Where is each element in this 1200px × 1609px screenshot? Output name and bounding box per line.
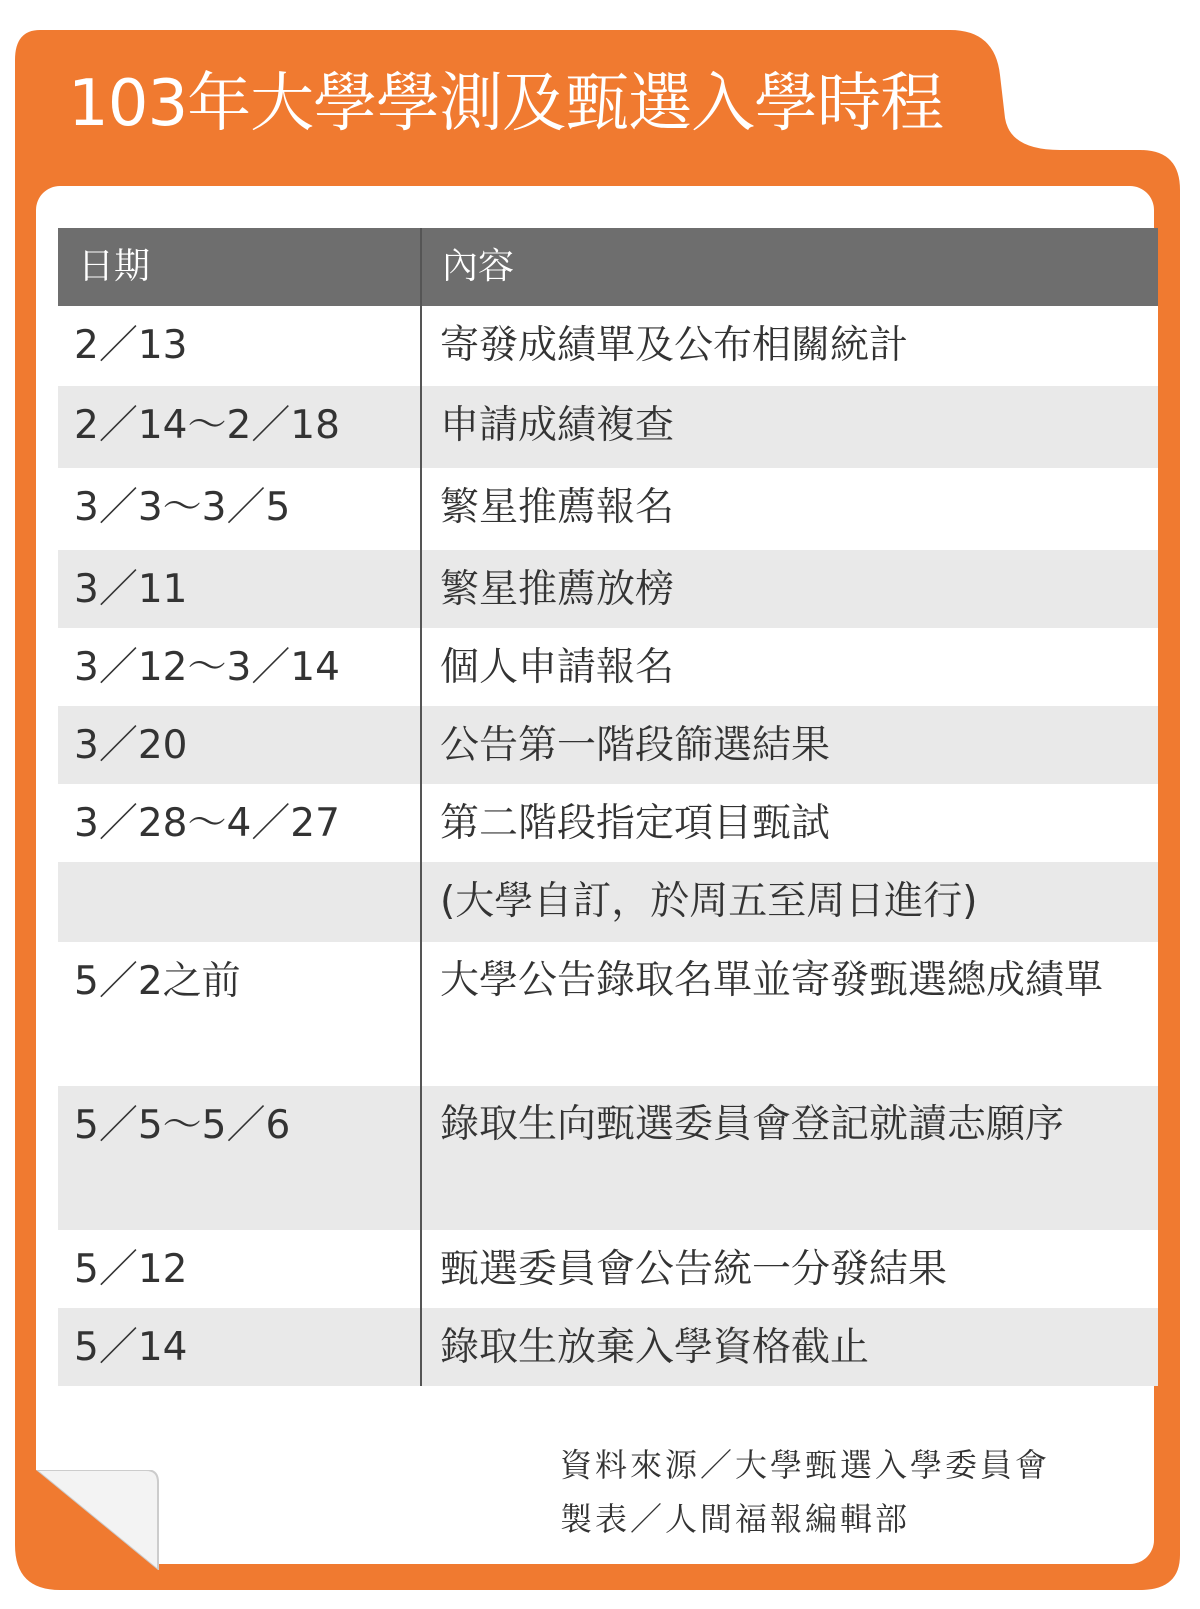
row-content: 個人申請報名 (440, 645, 675, 690)
row-content: 繁星推薦放榜 (440, 567, 675, 612)
row-content: 甄選委員會公告統一分發結果 (440, 1247, 948, 1292)
row-date: 2／14～2／18 (58, 386, 422, 468)
header-content: 內容 (442, 246, 515, 287)
schedule-table (58, 228, 1158, 1386)
source-line: 資料來源／大學甄選入學委員會 (560, 1446, 1051, 1484)
table-row (58, 468, 1158, 550)
page-curl-decoration (36, 1470, 166, 1570)
row-date: 3／12～3／14 (58, 628, 422, 706)
row-date (58, 862, 422, 942)
table-row (58, 1308, 1158, 1386)
table-header (58, 228, 1158, 306)
source-note (560, 1438, 1050, 1546)
page-title: 103年大學學測及甄選入學時程 (68, 67, 944, 141)
table-row (58, 386, 1158, 468)
row-content: 錄取生放棄入學資格截止 (440, 1325, 870, 1370)
table-row (58, 306, 1158, 386)
row-date: 3／28～4／27 (58, 784, 422, 862)
row-content: 錄取生向甄選委員會登記就讀志願序 (440, 1102, 1065, 1147)
row-date: 3／20 (58, 706, 422, 784)
row-date: 5／12 (58, 1230, 422, 1308)
row-content: (大學自訂，於周五至周日進行) (440, 879, 978, 924)
row-date: 5／14 (58, 1308, 422, 1386)
row-date: 5／2之前 (58, 942, 422, 1086)
table-row (58, 1086, 1158, 1230)
row-content: 第二階段指定項目甄試 (440, 801, 831, 846)
row-content: 申請成績複查 (440, 403, 675, 448)
row-date: 3／11 (58, 550, 422, 628)
row-date: 5／5～5／6 (58, 1086, 422, 1230)
table-row (58, 706, 1158, 784)
table-row (58, 942, 1158, 1086)
row-content: 公告第一階段篩選結果 (440, 723, 831, 768)
row-content: 大學公告錄取名單並寄發甄選總成績單 (440, 958, 1104, 1003)
table-row (58, 550, 1158, 628)
row-content: 繁星推薦報名 (440, 485, 675, 530)
row-content: 寄發成績單及公布相關統計 (440, 323, 909, 368)
table-row (58, 628, 1158, 706)
table-row (58, 1230, 1158, 1308)
compiler-line: 製表／人間福報編輯部 (560, 1500, 911, 1538)
table-row (58, 862, 1158, 942)
row-date: 2／13 (58, 306, 422, 386)
table-row (58, 784, 1158, 862)
row-date: 3／3～3／5 (58, 468, 422, 550)
header-date: 日期 (58, 228, 422, 306)
